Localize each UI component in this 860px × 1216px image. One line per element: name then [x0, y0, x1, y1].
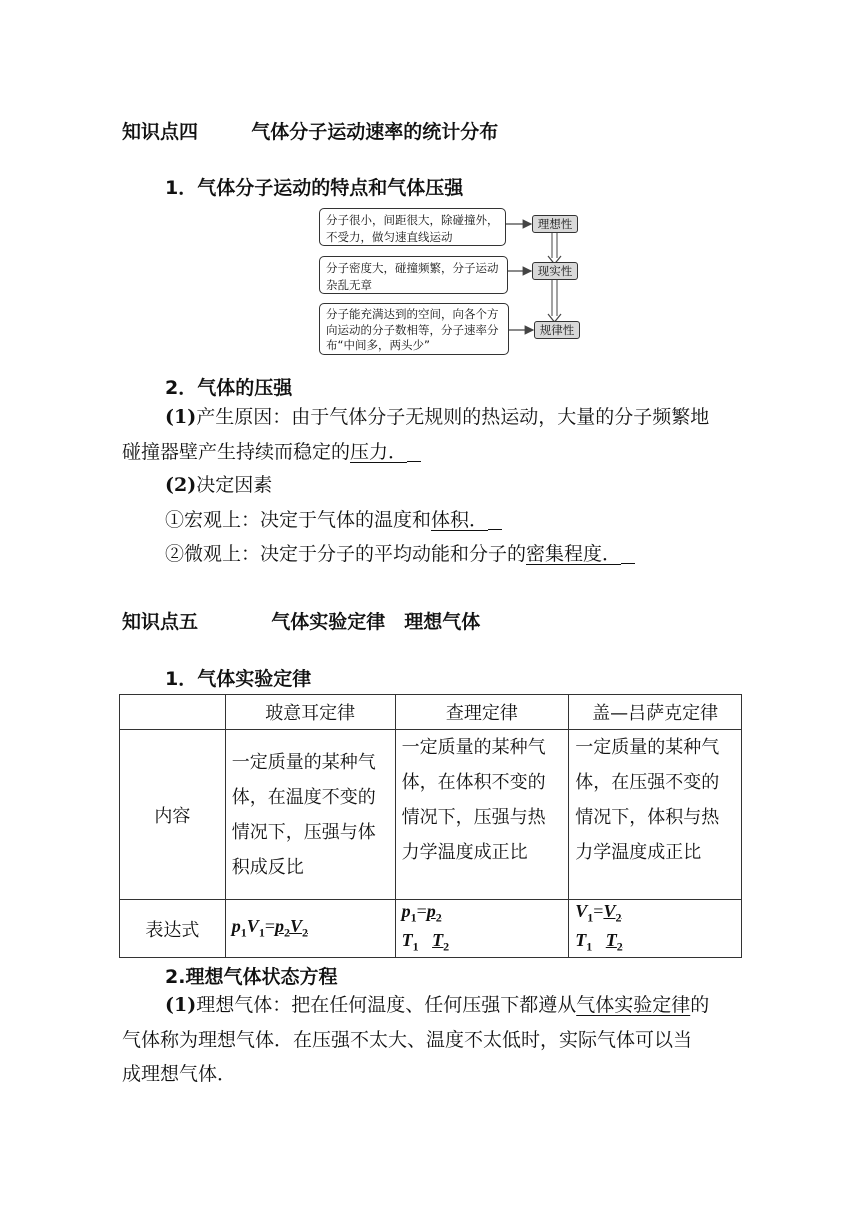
table-header-cell [120, 695, 226, 730]
gas-laws-table [119, 694, 742, 958]
section-label: 知识点四 [122, 121, 199, 143]
answer-blank: 密集程度． [526, 543, 622, 565]
section-label: 知识点五 [122, 611, 199, 633]
diagram-tag-regular: 规律性 [534, 321, 580, 339]
blank-line [488, 510, 502, 530]
paragraph [165, 544, 635, 564]
formula-cell [395, 900, 569, 958]
row-label: 表达式 [120, 900, 226, 958]
formula-cell [225, 900, 395, 958]
boyle-formula: $p_1V_1=p_2V_2$ [231, 916, 308, 940]
table-row [120, 730, 742, 900]
answer-blank: 压力． [350, 441, 408, 463]
paragraph-text: ①宏观上：决定于气体的温度和 [165, 509, 432, 531]
paragraph-text: 决定因素 [196, 474, 273, 496]
table-header-cell: 玻意耳定律 [225, 695, 395, 730]
answer-blank: 气体实验定律 [576, 994, 691, 1016]
paragraph [122, 442, 421, 462]
item-title: 1．气体分子运动的特点和气体压强 [165, 177, 464, 199]
paragraph-text: 理想气体：把在任何温度、任何压强下都遵从 [196, 994, 577, 1016]
diagram-box-2: 分子密度大，碰撞频繁，分子运动杂乱无章 [319, 256, 508, 294]
paragraph-text: ②微观上：决定于分子的平均动能和分子的 [165, 543, 527, 565]
table-header-cell: 盖—吕萨克定律 [569, 695, 742, 730]
table-row [120, 900, 742, 958]
table-cell [395, 730, 569, 900]
table-cell [225, 730, 395, 900]
cell-text: 一定质量的某种气体，在压强不变的情况下，体积与热力学温度成正比 [575, 737, 720, 863]
diagram-tag-ideal: 理想性 [532, 215, 578, 233]
gaylussac-formula: $V_1=V_2$ $T_1$ $T_2$ [575, 901, 623, 954]
blank-line [621, 544, 635, 564]
table-header-cell: 查理定律 [395, 695, 569, 730]
paragraph [165, 510, 502, 530]
section-title: 气体分子运动速率的统计分布 [251, 121, 499, 143]
paragraph [165, 408, 709, 427]
charles-formula: $p_1=p_2$ $T_1$ $T_2$ [401, 901, 450, 954]
item-title: 1．气体实验定律 [165, 668, 312, 690]
answer-blank: 体积． [431, 509, 489, 531]
section-title: 气体实验定律 理想气体 [271, 611, 481, 633]
paragraph-index: (2) [165, 474, 197, 496]
paragraph-index: (1) [165, 994, 197, 1016]
paragraph-text: 的 [690, 994, 710, 1016]
paragraph [165, 476, 272, 495]
diagram-tag-real: 现实性 [532, 262, 578, 280]
paragraph: 气体称为理想气体．在压强不太大、温度不太低时，实际气体可以当 [122, 1029, 693, 1051]
row-label: 内容 [120, 730, 226, 900]
table-header-row [120, 695, 742, 730]
paragraph-text: 产生原因：由于气体分子无规则的热运动，大量的分子频繁地 [196, 406, 710, 428]
item-title: 2.理想气体状态方程 [165, 966, 338, 988]
table-cell [569, 730, 742, 900]
diagram-box-3: 分子能充满达到的空间，向各个方向运动的分子数相等，分子速率分布“中间多，两头少” [319, 303, 509, 355]
formula-cell [569, 900, 742, 958]
paragraph-index: (1) [165, 406, 197, 428]
item-title: 2．气体的压强 [165, 377, 293, 399]
section-heading-5 [122, 607, 480, 634]
cell-text: 一定质量的某种气体，在温度不变的情况下，压强与体积成反比 [231, 751, 376, 878]
paragraph-text: 碰撞器壁产生持续而稳定的 [122, 441, 351, 463]
diagram-box-1: 分子很小，间距很大，除碰撞外，不受力，做匀速直线运动 [319, 208, 506, 246]
paragraph [165, 996, 709, 1015]
paragraph: 成理想气体． [122, 1063, 237, 1085]
cell-text: 一定质量的某种气体，在体积不变的情况下，压强与热力学温度成正比 [401, 737, 546, 863]
blank-line [407, 442, 421, 462]
